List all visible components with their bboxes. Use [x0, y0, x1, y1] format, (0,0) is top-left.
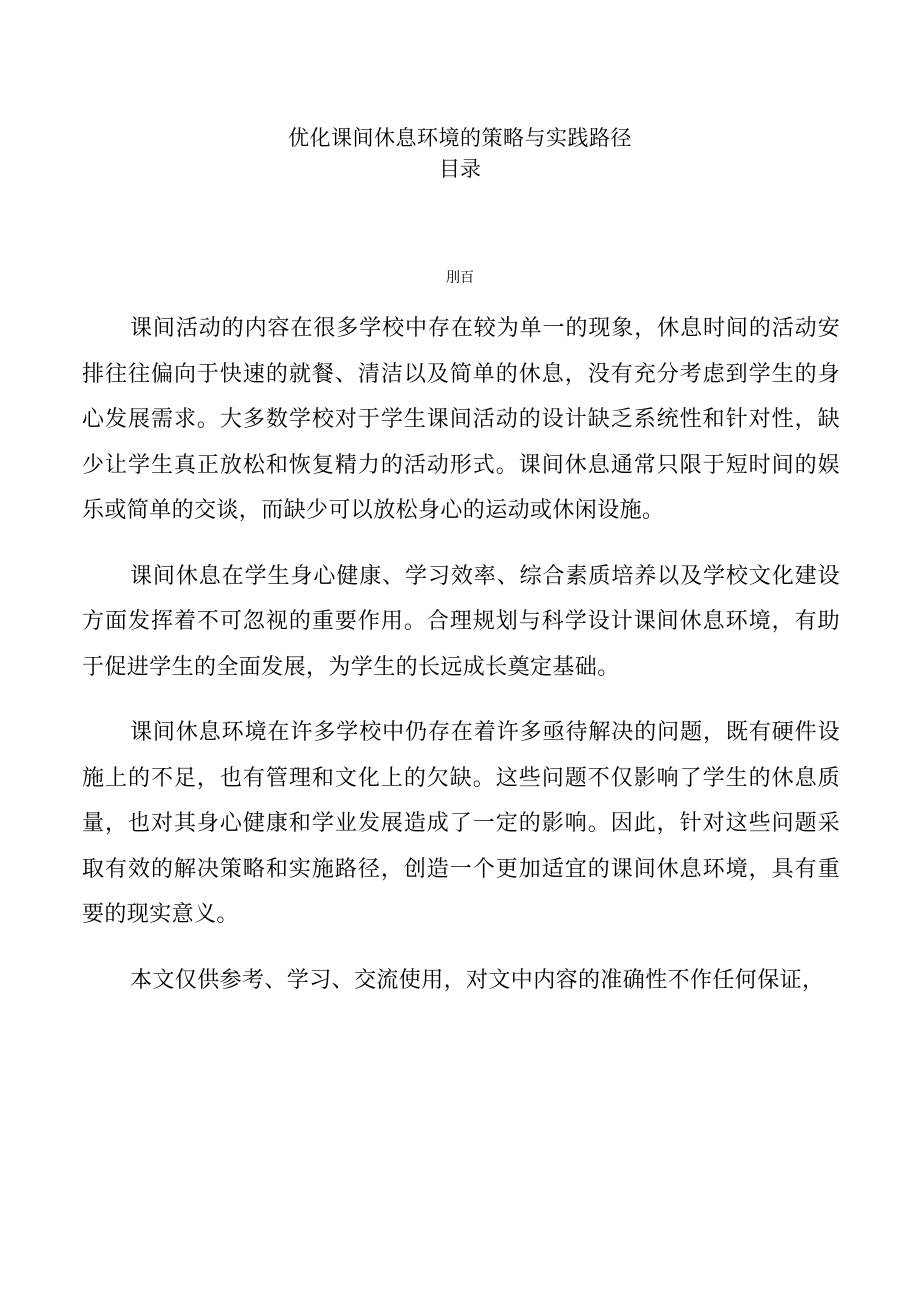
toc-label: 目录 [439, 157, 481, 181]
body-text [82, 306, 840, 1023]
paragraph-4: 本文仅供参考、学习、交流使用，对文中内容的准确性不作任何保证， [130, 967, 825, 993]
paragraph-1: 课间活动的内容在很多学校中存在较为单一的现象，休息时间的活动安排往往偏向于快速的就餐、清洁以及简单的休息，没有充分考虑到学生的身心发展需求。大多数学校对于学生课间活动的设计缺乏系统性和针对性，缺少让学生真正放松和恢复精力的活动形式。课间休息通常只限于短时间的娱乐或简单的交谈，而缺少可以放松身心的运动或休闲设施。 [82, 316, 840, 523]
section-heading: 刖百 [446, 270, 474, 286]
document-title: 优化课间休息环境的策略与实践路径 [288, 126, 632, 150]
paragraph-2: 课间休息在学生身心健康、学习效率、综合素质培养以及学校文化建设方面发挥着不可忽视的重要作用。合理规划与科学设计课间休息环境，有助于促进学生的全面发展，为学生的长远成长奠定基础。 [82, 563, 840, 680]
paragraph-3: 课间休息环境在许多学校中仍存在着许多亟待解决的问题，既有硬件设施上的不足，也有管理和文化上的欠缺。这些问题不仅影响了学生的休息质量，也对其身心健康和学业发展造成了一定的影响。因此，针对这些问题采取有效的解决策略和实施路径，创造一个更加适宜的课间休息环境，具有重要的现实意义。 [82, 720, 840, 927]
